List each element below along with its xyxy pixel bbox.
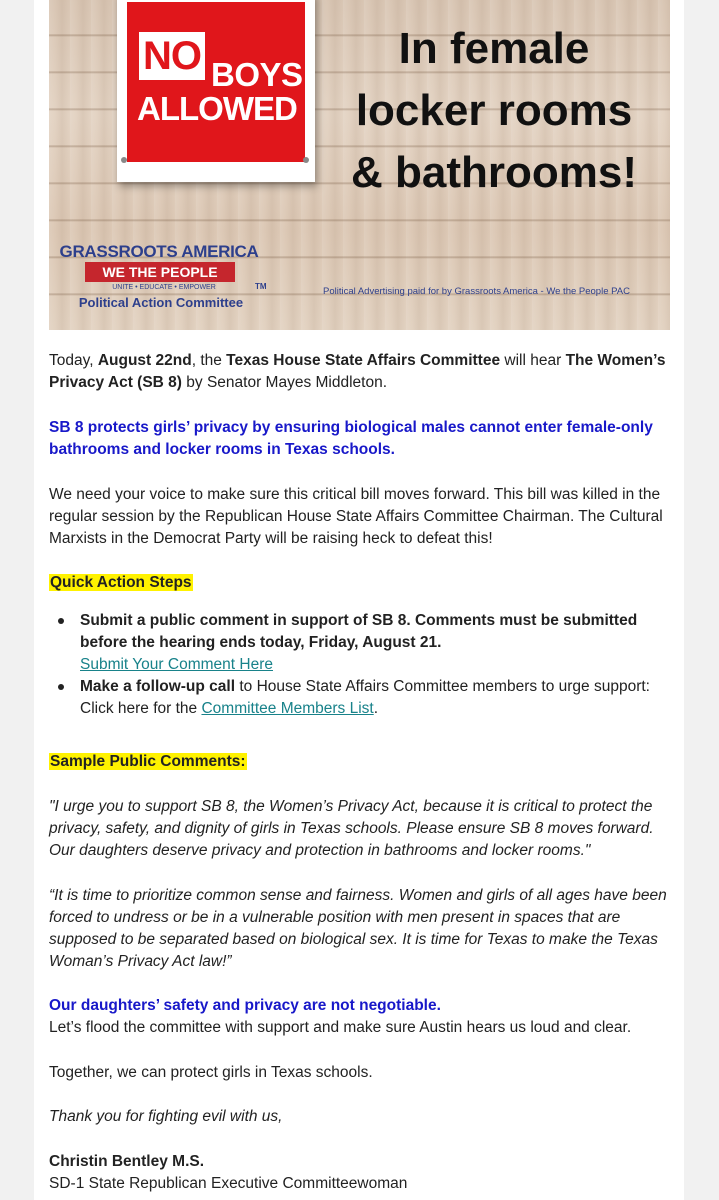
- intro-paragraph: [49, 350, 670, 394]
- quick-action-heading-row: [49, 572, 670, 594]
- sample-comments-heading-row: [49, 751, 670, 773]
- intro-committee: Texas House State Affairs Committee: [226, 352, 501, 369]
- banner-headline: [329, 18, 659, 204]
- intro-text: by Senator Mayes Middleton.: [181, 374, 388, 391]
- signature-name: Christin Bentley M.S.: [49, 1153, 205, 1170]
- submit-comment-link[interactable]: Submit Your Comment Here: [80, 656, 273, 673]
- step1-text: Submit a public comment in support of SB 8. Comments must be submitted before the hearing ends today, Friday, August 21.: [80, 612, 638, 651]
- logo-title: GRASSROOTS AMERICA: [59, 242, 259, 261]
- grassroots-america-logo: [59, 242, 269, 317]
- closing-block: [49, 995, 670, 1039]
- committee-members-link[interactable]: Committee Members List: [201, 700, 374, 717]
- sample-comment-2: “It is time to prioritize common sense and fairness. Women and girls of all ages have been forced to undress or be in a vulnerable position with men present in spaces that are supposed to be separated based on biological sex. It is time for Texas to make the Texas Woman’s Privacy Act law!”: [49, 887, 667, 970]
- signature-title: SD-1 State Republican Executive Committeewoman: [49, 1175, 408, 1192]
- bullet-icon: [58, 618, 64, 624]
- intro-date: August 22nd: [97, 352, 192, 369]
- sign-boys-text: BOYS: [211, 56, 303, 93]
- intro-text: will hear: [500, 352, 566, 369]
- thanks-line: Thank you for fighting evil with us,: [49, 1108, 283, 1125]
- sb8-summary: SB 8 protects girls’ privacy by ensuring biological males cannot enter female-only bathrooms and locker rooms in Texas schools.: [49, 419, 653, 458]
- screw-icon: [121, 157, 127, 163]
- list-item: [49, 676, 670, 720]
- logo-tagline: UNITE • EDUCATE • EMPOWER: [112, 284, 216, 291]
- paid-by-disclaimer: Political Advertising paid for by Grassroots America - We the People PAC: [323, 286, 630, 297]
- banner-image: [49, 0, 670, 330]
- closing-blue-line: Our daughters’ safety and privacy are not negotiable.: [49, 997, 441, 1014]
- together-line: Together, we can protect girls in Texas schools.: [49, 1064, 373, 1081]
- sample-comment-1: "I urge you to support SB 8, the Women’s Privacy Act, because it is critical to protect the privacy, safety, and dignity of girls in Texas schools. Please ensure SB 8 moves forward. Our daughters deserve privacy and protection in bathrooms and locker rooms.": [49, 798, 654, 859]
- sign-no-text: NO: [143, 34, 201, 78]
- action-steps-list: [49, 610, 670, 720]
- no-boys-sign: [117, 0, 315, 182]
- sign-red-panel: [127, 2, 305, 162]
- list-item: [49, 610, 670, 676]
- quick-action-heading: Quick Action Steps: [50, 574, 192, 591]
- bullet-icon: [58, 684, 64, 690]
- intro-text: Today,: [49, 352, 98, 369]
- logo-pac: Political Action Committee: [78, 295, 244, 310]
- intro-bill: The Women’s Privacy Act (SB 8): [49, 352, 666, 391]
- intro-text: , the: [191, 352, 227, 369]
- email-card: [34, 0, 684, 1200]
- step2-end: .: [373, 700, 379, 717]
- signature: [49, 1151, 670, 1195]
- step2-bold: Make a follow-up call: [80, 678, 236, 695]
- step2-text: to House State Affairs Committee members to urge support: Click here for the: [80, 678, 650, 717]
- headline-line: In female: [398, 24, 590, 73]
- headline-line: locker rooms: [355, 86, 633, 135]
- sample-comments-heading: Sample Public Comments:: [50, 753, 246, 770]
- voice-paragraph: We need your voice to make sure this critical bill moves forward. This bill was killed in the regular session by the Republican House State Affairs Committee Chairman. The Cultural Marxists in the Democrat Party will be raising heck to defeat this!: [49, 486, 663, 547]
- logo-tm: TM: [255, 282, 267, 291]
- sign-allowed-text: ALLOWED: [137, 90, 297, 127]
- logo-ribbon: WE THE PEOPLE: [85, 262, 235, 282]
- sign-no-box: [139, 32, 205, 80]
- screw-icon: [303, 157, 309, 163]
- closing-flood-line: Let’s flood the committee with support and make sure Austin hears us loud and clear.: [49, 1019, 632, 1036]
- headline-line: & bathrooms!: [351, 148, 637, 197]
